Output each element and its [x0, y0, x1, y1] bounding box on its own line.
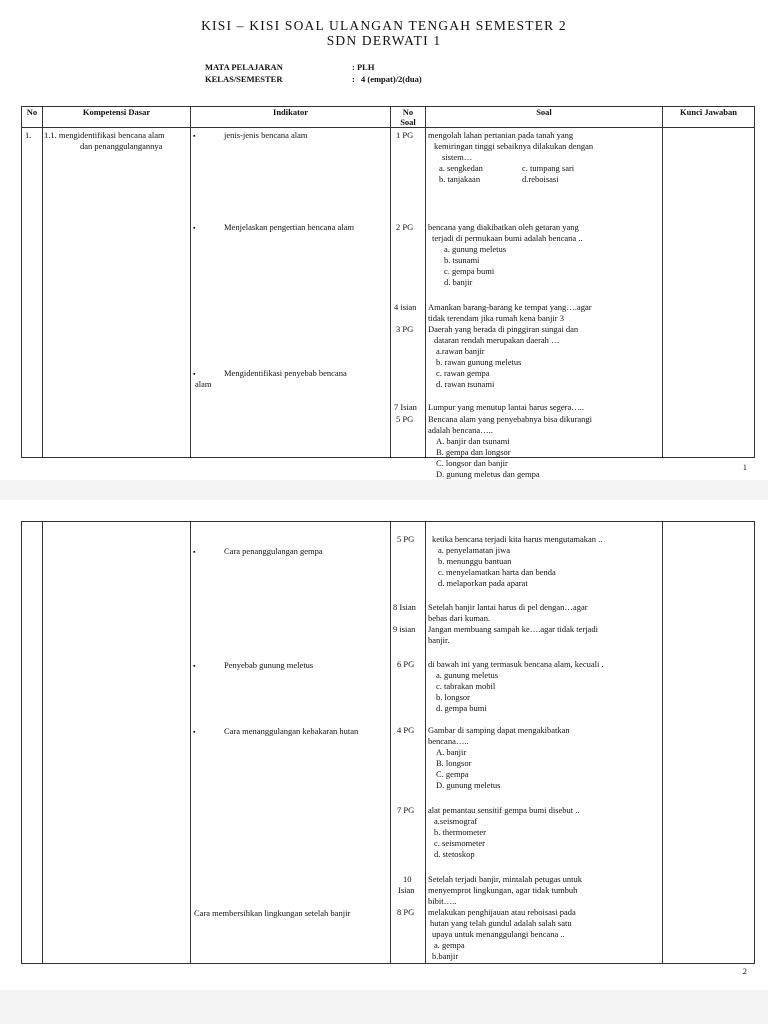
question-stem: hutan yang telah gundul adalah salah satu [430, 918, 572, 928]
page-number: 1 [742, 462, 747, 472]
cell-no [22, 522, 43, 964]
col-header-soal: Soal [426, 107, 663, 128]
bullet-icon: ▪ [193, 662, 196, 670]
answer-option: c. tabrakan mobil [436, 681, 496, 691]
question-stem: menyemprot lingkungan, agar tidak tumbuh [428, 885, 578, 895]
indikator-item: Cara membersihkan lingkungan setelah banjir [194, 908, 351, 918]
answer-option: a.rawan banjir [436, 346, 485, 356]
question-stem: adalah bencana….. [428, 425, 493, 435]
question-number: 2 PG [396, 222, 414, 232]
question-number: 6 PG [397, 659, 415, 669]
answer-option: d. gempa bumi [436, 703, 487, 713]
answer-option: a. penyelamatan jiwa [438, 545, 510, 555]
question-number-cont: Isian [398, 885, 415, 895]
document-title: KISI – KISI SOAL ULANGAN TENGAH SEMESTER 2 [201, 18, 567, 33]
question-number: 5 PG [396, 414, 414, 424]
question-number: 4 PG [397, 725, 415, 735]
question-stem: Gambar di samping dapat mengakibatkan [428, 725, 570, 735]
answer-option: a. gunung meletus [444, 244, 507, 254]
question-stem: bencana….. [428, 736, 469, 746]
answer-option: d. rawan tsunami [436, 379, 495, 389]
question-stem: sistem… [442, 152, 473, 162]
page-number: 2 [742, 966, 747, 976]
indikator-item-cont: alam [195, 379, 212, 389]
answer-option: D. gunung meletus [436, 780, 501, 790]
answer-option: a. gempa [434, 940, 465, 950]
question-number: 7 Isian [394, 402, 417, 412]
answer-option: d. stetoskop [434, 849, 475, 859]
table-row [22, 522, 755, 964]
bullet-icon: ▪ [193, 370, 196, 378]
school-name: SDN DERWATI 1 [326, 33, 442, 48]
table-row [22, 128, 755, 458]
answer-option: A. banjir dan tsunami [436, 436, 510, 446]
class-label: KELAS/SEMESTER [205, 74, 283, 84]
question-number: 8 PG [397, 907, 415, 917]
question-stem: Setelah banjir lantai harus di pel dengan…agar [428, 602, 588, 612]
question-number: 10 [403, 874, 412, 884]
answer-option: b.banjir [432, 951, 459, 961]
question-stem: banjir. [428, 635, 450, 645]
answer-option: A. banjir [436, 747, 467, 757]
col-header-indikator: Indikator [191, 107, 391, 128]
question-number: 5 PG [397, 534, 415, 544]
document-page-1 [0, 0, 768, 480]
question-stem: bibit….. [428, 896, 457, 906]
question-stem: Amankan barang-barang ke tempat yang….agar [428, 302, 592, 312]
answer-option: c. gempa bumi [444, 266, 495, 276]
indikator-item: Penyebab gunung meletus [224, 660, 314, 670]
cell-no-soal [391, 522, 426, 964]
cell-soal [426, 522, 663, 964]
answer-option: c. menyelamatkan harta dan benda [438, 567, 556, 577]
question-number: 1 PG [396, 130, 414, 140]
cell-indikator [191, 522, 391, 964]
kisi-table-page-1 [21, 106, 755, 479]
question-stem: Daerah yang berada di pinggiran sungai dan [428, 324, 579, 334]
col-header-kunci: Kunci Jawaban [663, 107, 755, 128]
answer-option: d. banjir [444, 277, 473, 287]
cell-soal [426, 128, 663, 479]
class-colon: : [352, 74, 355, 84]
table-header-row [22, 107, 755, 128]
class-value: 4 (empat)/2(dua) [361, 74, 422, 84]
bullet-icon: ▪ [193, 548, 196, 556]
col-header-kd: Kompetensi Dasar [43, 107, 191, 128]
indikator-item: jenis-jenis bencana alam [224, 130, 308, 140]
question-stem: Jangan membuang sampah ke….agar tidak terjadi [428, 624, 598, 634]
question-number: 9 isian [393, 624, 416, 634]
question-number: 8 Isian [393, 602, 416, 612]
answer-option: c. tumpang sari [522, 163, 575, 173]
question-stem: tidak terendam jika rumah kena banjir 3 [428, 313, 564, 323]
question-stem: upaya untuk menanggulangi bencana .. [432, 929, 565, 939]
question-stem: terjadi di permukaan bumi adalah bencana .. [432, 233, 583, 243]
cell-no-soal [391, 128, 426, 458]
cell-no [22, 128, 43, 458]
answer-option: C. longsor dan banjir [436, 458, 508, 468]
answer-option: c. rawan gempa [436, 368, 490, 378]
bullet-icon: ▪ [193, 728, 196, 736]
question-stem: kemiringan tinggi sebaiknya dilakukan dengan [434, 141, 594, 151]
row-number: 1. [25, 130, 32, 140]
cell-kunci [663, 128, 755, 458]
document-page-2 [0, 500, 768, 990]
question-number: 3 PG [396, 324, 414, 334]
col-header-no-soal-2: Soal [400, 117, 416, 127]
cell-kd [43, 522, 191, 964]
answer-option: b. longsor [436, 692, 470, 702]
kisi-table-page-2 [21, 521, 755, 964]
answer-option: a.seismograf [434, 816, 478, 826]
subject-value: : PLH [352, 62, 375, 72]
question-stem: Lumpur yang menutup lantai harus segera….. [428, 402, 585, 412]
question-stem: dataran rendah merupakan daerah … [434, 335, 560, 345]
answer-option: d. melaporkan pada aparat [438, 578, 528, 588]
answer-option: B. gempa dan longsor [436, 447, 511, 457]
answer-option: c. seismometer [434, 838, 485, 848]
answer-option: D. gunung meletus dan gempa [436, 469, 540, 479]
question-stem: mengolah lahan pertanian pada tanah yang [428, 130, 574, 140]
question-stem: bebas dari kuman. [428, 613, 491, 623]
col-header-no-soal-1: No [402, 107, 414, 117]
indikator-item: Cara menanggulangan kebakaran hutan [224, 726, 359, 736]
col-header-no-soal [391, 107, 426, 128]
cell-indikator [191, 128, 391, 458]
answer-option: b. thermometer [434, 827, 486, 837]
cell-kunci [663, 522, 755, 964]
answer-option: a. sengkedan [439, 163, 483, 173]
question-stem: alat pemantau sensitif gempa bumi disebut .. [428, 805, 580, 815]
answer-option: a. gunung meletus [436, 670, 499, 680]
answer-option: B. longsor [436, 758, 472, 768]
cell-kd [43, 128, 191, 458]
question-stem: bencana yang diakibatkan oleh getaran yang [428, 222, 579, 232]
subject-label: MATA PELAJARAN [205, 62, 283, 72]
answer-option: b. tsunami [444, 255, 480, 265]
question-number: 7 PG [397, 805, 415, 815]
col-header-no: No [22, 107, 43, 128]
question-stem: ketika bencana terjadi kita harus mengutamakan .. [432, 534, 603, 544]
question-stem: di bawah ini yang termasuk bencana alam, kecuali . [428, 659, 604, 669]
bullet-icon: ▪ [193, 132, 196, 140]
answer-option: b. menunggu bantuan [438, 556, 512, 566]
question-number: 4 isian [394, 302, 417, 312]
answer-option: d.reboisasi [522, 174, 559, 184]
question-stem: Setelah terjadi banjir, mintalah petugas untuk [428, 874, 583, 884]
question-stem: melakukan penghijauan atau reboisasi pada [428, 907, 576, 917]
bullet-icon: ▪ [193, 224, 196, 232]
indikator-item: Mengidentifikasi penyebab bencana [224, 368, 347, 378]
answer-option: b. rawan gunung meletus [436, 357, 522, 367]
question-stem: Bencana alam yang penyebabnya bisa dikurangi [428, 414, 593, 424]
answer-option: C. gempa [436, 769, 469, 779]
kd-line-1: 1.1. mengidentifikasi bencana alam [44, 130, 165, 140]
indikator-item: Cara penanggulangan gempa [224, 546, 323, 556]
answer-option: b. tanjakaan [439, 174, 481, 184]
indikator-item: Menjelaskan pengertian bencana alam [224, 222, 355, 232]
kd-line-2: dan penanggulangannya [80, 141, 163, 151]
